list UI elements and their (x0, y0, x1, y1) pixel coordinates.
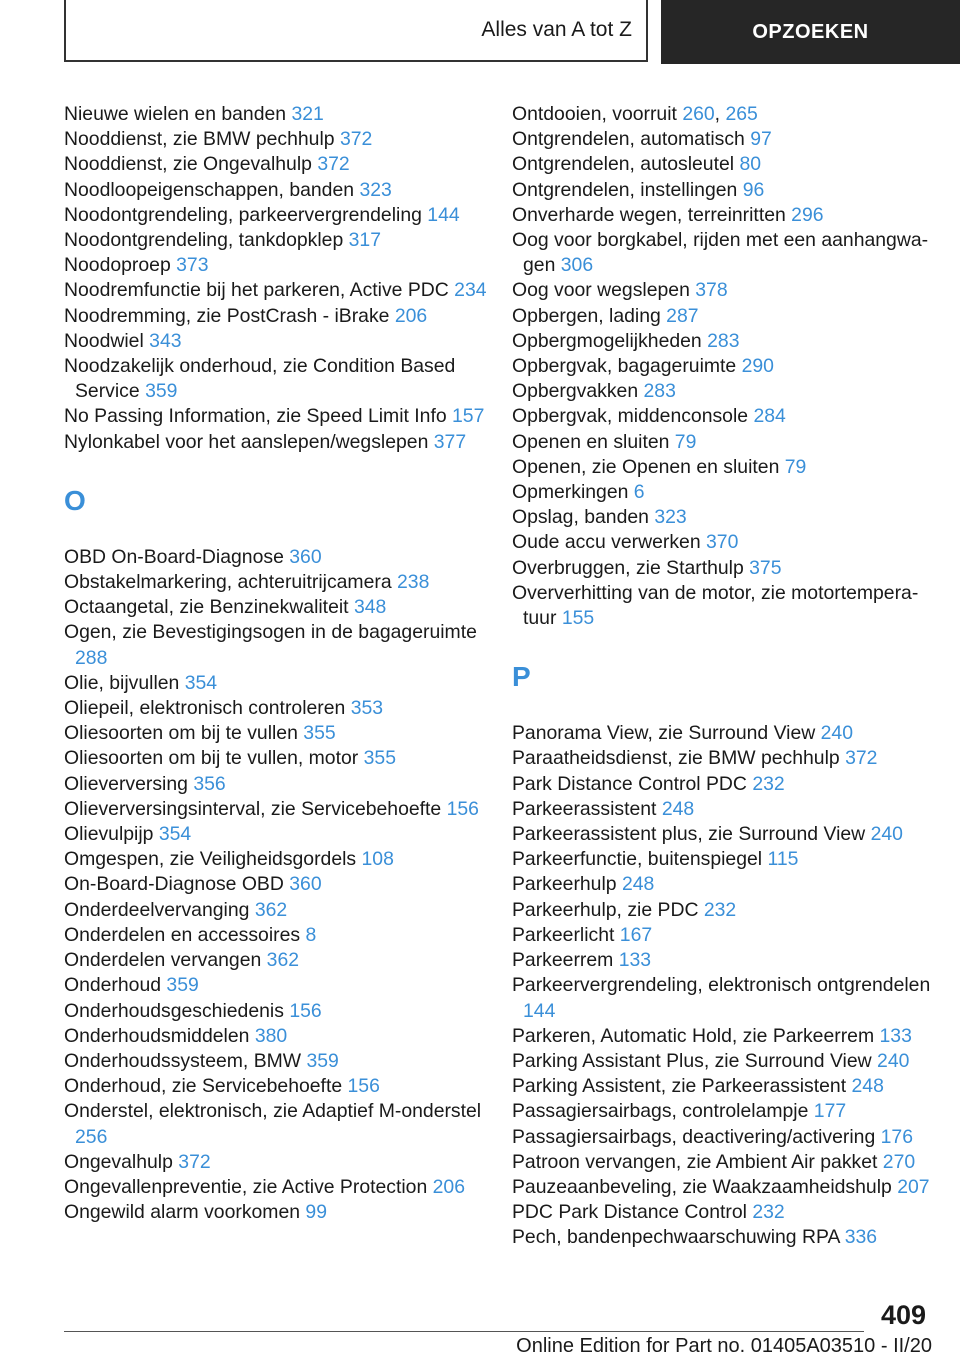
index-entry (64, 696, 494, 721)
index-entry-text: Opslag, banden (512, 506, 649, 529)
index-entry (512, 822, 932, 847)
page-link[interactable]: 240 (877, 1049, 910, 1072)
index-entry-text: No Passing Information, zie Speed Limit Info (64, 405, 447, 428)
index-entry-text: Oliesoorten om bij te vullen (64, 722, 298, 745)
page-link[interactable]: 144 (523, 999, 556, 1022)
opzoeken-label: OPZOEKEN (752, 20, 869, 43)
page-link[interactable]: 296 (791, 203, 824, 226)
page-link[interactable]: 99 (305, 1201, 327, 1224)
page-link[interactable]: 284 (753, 405, 786, 428)
index-entry (512, 304, 932, 329)
index-entry-text: Parkeerassistent plus, zie Surround View (512, 823, 866, 846)
index-entry-text: Oliepeil, elektronisch controleren (64, 697, 346, 720)
index-entry-text: Opbergen, lading (512, 304, 661, 327)
page-link[interactable]: 283 (643, 380, 676, 403)
page-link[interactable]: 354 (184, 671, 218, 694)
index-entry (64, 948, 494, 973)
index-entry-text: Park Distance Control PDC (512, 772, 747, 795)
index-entry (512, 1049, 932, 1074)
index-entry-text: Overbruggen, zie Starthulp (512, 556, 744, 579)
index-entry-text: Onderhoudsgeschiedenis (64, 999, 284, 1022)
index-entry-text: Noodzakelijk onderhoud, zie Condition Based Service (64, 355, 456, 403)
index-entry-text: Parkeren, Automatic Hold, zie Parkeerrem (512, 1024, 875, 1047)
index-entry (512, 430, 932, 455)
page-link[interactable]: 206 (432, 1175, 465, 1198)
index-entry-text: Onderhoudssysteem, BMW (64, 1049, 302, 1072)
index-entry (512, 973, 932, 1023)
index-entry (64, 671, 494, 696)
index-entry-text: Ongevalhulp (64, 1150, 173, 1173)
page-link[interactable]: 232 (703, 898, 737, 921)
index-entry (64, 1200, 494, 1225)
index-entry (512, 772, 932, 797)
index-entry (64, 203, 494, 228)
page-link[interactable]: 167 (619, 923, 653, 946)
index-entry (64, 872, 494, 897)
index-entry (512, 329, 932, 354)
index-entry-text: Patroon vervangen, zie Ambient Air pakket (512, 1150, 878, 1173)
index-entry (64, 746, 494, 771)
index-entry (512, 1175, 932, 1200)
index-entry-text: Onderhoud, zie Servicebehoefte (64, 1075, 343, 1098)
index-entry (512, 1200, 932, 1225)
index-entry-text: Ongewild alarm voorkomen (64, 1201, 301, 1224)
page-link[interactable]: 240 (820, 722, 853, 745)
page-link[interactable]: 133 (879, 1024, 912, 1047)
section-tab[interactable] (64, 0, 648, 62)
index-entry (64, 404, 494, 429)
page-link[interactable]: 270 (882, 1150, 916, 1173)
index-entry (512, 847, 932, 872)
index-entry-text: Noodwiel (64, 329, 144, 352)
page-link[interactable]: 359 (145, 380, 178, 403)
index-entry (64, 228, 494, 253)
index-entry (512, 228, 932, 278)
page-link[interactable]: 373 (176, 254, 209, 277)
index-entry-text: Onderhoud (64, 974, 162, 997)
index-entry (512, 455, 932, 480)
index-section-letter: O (64, 484, 86, 516)
page-link[interactable]: 317 (348, 229, 381, 252)
page-link[interactable]: 355 (303, 722, 336, 745)
page-link[interactable]: 144 (427, 203, 460, 226)
index-entry (64, 329, 494, 354)
index-entry-text: Olieverversingsinterval, zie Servicebehoefte (64, 797, 442, 820)
page-link[interactable]: 355 (363, 747, 396, 770)
page-link[interactable]: 260 (682, 103, 715, 125)
page-link[interactable]: 306 (560, 254, 594, 277)
index-entry (512, 721, 932, 746)
index-column-left (64, 102, 494, 1225)
index-entry (512, 178, 932, 203)
page-link[interactable]: 265 (725, 103, 758, 125)
index-entry (64, 1074, 494, 1099)
index-entry (512, 581, 932, 631)
page-link[interactable]: 156 (289, 999, 322, 1022)
footer-edition: Online Edition for Part no. 01405A03510 - II/20 (516, 1335, 932, 1357)
index-entry (64, 973, 494, 998)
page-link[interactable]: 133 (618, 949, 652, 972)
index-entry (512, 746, 932, 771)
page-link[interactable]: 238 (397, 571, 430, 594)
index-entry (64, 1175, 494, 1200)
page-link[interactable]: 288 (75, 646, 108, 669)
index-entry (64, 1024, 494, 1049)
index-entry (512, 1225, 932, 1250)
page-number: 409 (880, 1300, 926, 1330)
page-link[interactable]: 323 (359, 178, 392, 201)
index-entry (512, 278, 932, 303)
index-entry-text: Parkeerfunctie, buitenspiegel (512, 848, 763, 871)
index-entry-text: Opbergvak, middenconsole (512, 405, 749, 428)
page-link[interactable]: 248 (621, 873, 655, 896)
page-link[interactable]: 206 (394, 304, 428, 327)
index-entry (64, 772, 494, 797)
page-link[interactable]: 232 (752, 1201, 785, 1224)
index-entry-text: Ogen, zie Bevestigingsogen in de bagageruimte (64, 621, 477, 644)
index-entry-text: Parkeerhulp (512, 873, 617, 896)
index-entry (64, 102, 494, 127)
index-entry-text: Onderdelen vervangen (64, 949, 262, 972)
index-entry (512, 354, 932, 379)
index-entry (512, 898, 932, 923)
index-entry-text: Onderstel, elektronisch, zie Adaptief M-onderstel (64, 1100, 482, 1123)
index-entry-text: Opmerkingen (512, 481, 629, 504)
index-entry (64, 620, 494, 670)
index-entry (512, 872, 932, 897)
page-link[interactable]: 8 (305, 923, 317, 946)
index-entry (512, 797, 932, 822)
index-entry (64, 1150, 494, 1175)
page-link[interactable]: 372 (178, 1150, 211, 1173)
page-link[interactable]: 234 (454, 279, 487, 302)
index-entry-text: Parkeerhulp, zie PDC (512, 898, 699, 921)
index-entry (64, 1099, 494, 1149)
index-entry-text: Ontgrendelen, autosleutel (512, 153, 735, 176)
index-entry-text: Olieverversing (64, 772, 188, 795)
index-entry-text: Parkeerassistent (512, 797, 657, 820)
index-entry-text: Parking Assistant Plus, zie Surround View (512, 1049, 872, 1072)
index-entry-text: Noodontgrendeling, tankdopklep (64, 229, 344, 252)
page-link[interactable]: 248 (661, 797, 695, 820)
index-entry-text: Oververhitting van de motor, zie motortemperatuur (512, 581, 919, 630)
index-entry-text: Openen en sluiten (512, 430, 670, 453)
index-entry: Ontdooien, voorruit 260, 265 (512, 103, 758, 125)
index-entry (512, 203, 932, 228)
page-link[interactable]: 348 (353, 596, 387, 619)
page-link[interactable]: 80 (739, 153, 762, 176)
index-entry (512, 1125, 932, 1150)
index-entry (512, 1074, 932, 1099)
index-entry (512, 530, 932, 555)
index-entry-text: Nooddienst, zie BMW pechhulp (64, 128, 335, 151)
page-link[interactable]: 362 (266, 949, 300, 972)
page-link[interactable]: 356 (193, 772, 226, 795)
page-link[interactable]: 108 (361, 848, 394, 871)
index-entry-text: Parkeerrem (512, 949, 614, 972)
page-link[interactable]: 248 (851, 1075, 884, 1098)
index-entry (64, 595, 494, 620)
page-link[interactable]: 354 (158, 823, 192, 846)
index-entry (64, 797, 494, 822)
page-link[interactable]: 360 (289, 873, 322, 896)
page-link[interactable]: 359 (166, 974, 199, 997)
index-entry (512, 404, 932, 429)
index-entry (512, 1024, 932, 1049)
page-link[interactable]: 362 (254, 898, 288, 921)
index-entry-text: Olievulpijp (64, 823, 154, 846)
index-entry (512, 152, 932, 177)
index-entry (64, 999, 494, 1024)
section-label: Alles van A tot Z (481, 18, 632, 41)
index-entry (64, 178, 494, 203)
index-entry-text: PDC Park Distance Control (512, 1201, 747, 1224)
index-entry (512, 1150, 932, 1175)
index-entry-text: Ontgrendelen, instellingen (512, 178, 738, 201)
index-entry (512, 480, 932, 505)
index-entry (64, 430, 494, 455)
page-link[interactable]: 377 (433, 430, 467, 453)
page-link[interactable]: 256 (75, 1125, 108, 1148)
page-link[interactable]: 360 (289, 545, 322, 568)
index-entry-text: Nieuwe wielen en banden (64, 103, 287, 125)
index-entry-text: Pauzeaanbeveling, zie Waakzaamheidshulp (512, 1175, 892, 1198)
page-link[interactable]: 96 (742, 178, 765, 201)
index-entry-text: Ongevallenpreventie, zie Active Protection (64, 1175, 428, 1198)
index-entry-text: Noodremming, zie PostCrash - iBrake (64, 304, 390, 327)
index-entry-text: Opbergvak, bagageruimte (512, 355, 737, 378)
index-entry-text: Ontdooien, voorruit (512, 103, 677, 125)
index-entry-text: Parkeerlicht (512, 923, 615, 946)
index-entry (64, 545, 494, 570)
page-link[interactable]: 115 (767, 848, 799, 871)
page-link[interactable]: 372 (339, 128, 373, 151)
index-entry-text: On-Board-Diagnose OBD (64, 873, 284, 896)
index-entry-text: Omgespen, zie Veiligheidsgordels (64, 848, 357, 871)
page-link[interactable]: 359 (306, 1049, 339, 1072)
page-link[interactable]: 287 (666, 304, 699, 327)
page-link[interactable]: 155 (561, 607, 595, 630)
page-link[interactable]: 370 (706, 531, 739, 554)
page-link[interactable]: 375 (749, 556, 782, 579)
index-column-right (512, 102, 932, 1251)
index-entry (64, 721, 494, 746)
page-link[interactable]: 232 (752, 772, 785, 795)
index-entry-text: Noodoproep (64, 254, 171, 277)
index-entry (64, 1049, 494, 1074)
index-entry (64, 253, 494, 278)
index-entry-text: Parkeervergrendeling, elektronisch ontgrendelen (512, 974, 931, 997)
opzoeken-tab[interactable] (661, 0, 960, 64)
page-link[interactable]: 372 (317, 153, 350, 176)
index-entry-text: Openen, zie Openen en sluiten (512, 455, 780, 478)
index-entry-text: Onverharde wegen, terreinritten (512, 203, 786, 226)
footer-divider (64, 1331, 864, 1332)
page-link[interactable]: 79 (784, 455, 807, 478)
index-entry-text: OBD On-Board-Diagnose (64, 545, 284, 568)
index-entry (64, 570, 494, 595)
index-entry-text: Noodremfunctie bij het parkeren, Active PDC (64, 279, 449, 302)
index-entry (64, 127, 494, 152)
index-entry (512, 948, 932, 973)
index-entry-text: Olie, bijvullen (64, 671, 180, 694)
page-link[interactable]: 323 (654, 506, 687, 529)
index-entry (512, 505, 932, 530)
index-entry (512, 923, 932, 948)
index-entry (64, 923, 494, 948)
page-link[interactable]: 156 (446, 797, 479, 820)
index-entry-text: Parking Assistent, zie Parkeerassistent (512, 1075, 847, 1098)
page-link[interactable]: 283 (707, 329, 740, 352)
index-entry-text: Pech, bandenpechwaarschuwing RPA (512, 1226, 840, 1249)
index-entry-text: Oliesoorten om bij te vullen, motor (64, 747, 359, 770)
index-entry (64, 304, 494, 329)
page-link[interactable]: 177 (813, 1100, 847, 1123)
index-entry (512, 379, 932, 404)
index-entry-text: Octaangetal, zie Benzinekwaliteit (64, 596, 349, 619)
page-link[interactable]: 336 (844, 1226, 878, 1249)
index-entry-text: Opbergvakken (512, 380, 639, 403)
index-entry-text: Passagiersairbags, controlelampje (512, 1100, 809, 1123)
index-entry (64, 822, 494, 847)
page-link[interactable]: 97 (750, 128, 772, 151)
page-link[interactable]: 176 (880, 1125, 913, 1148)
index-entry (512, 127, 932, 152)
page-link[interactable]: 79 (674, 430, 697, 453)
page-link[interactable]: 207 (897, 1175, 930, 1198)
index-entry-text: Oog voor borgkabel, rijden met een aanhangwagen (512, 229, 929, 277)
index-entry-text: Onderdelen en accessoires (64, 923, 301, 946)
index-entry (512, 556, 932, 581)
index-entry-text: Noodontgrendeling, parkeervergrendeling (64, 203, 422, 226)
page-header (0, 0, 960, 66)
page-link[interactable]: 6 (633, 481, 645, 504)
page-link[interactable]: 157 (452, 405, 485, 428)
index-entry (512, 1099, 932, 1124)
page-link[interactable]: 353 (350, 697, 384, 720)
index-entry-text: Noodloopeigenschappen, banden (64, 178, 355, 201)
index-entry-text: Onderhoudsmiddelen (64, 1024, 250, 1047)
index-entry-text: Paraatheidsdienst, zie BMW pechhulp (512, 747, 840, 770)
index-entry-text: Obstakelmarkering, achteruitrijcamera (64, 571, 392, 594)
page-link[interactable]: 156 (347, 1075, 380, 1098)
index-entry-text: Passagiersairbags, deactivering/activering (512, 1125, 876, 1148)
page-link[interactable]: 380 (254, 1024, 288, 1047)
index-entry (64, 847, 494, 872)
index-entry (64, 278, 494, 303)
index-entry-text: Onderdeelvervanging (64, 898, 250, 921)
index-entry-text: Oog voor wegslepen (512, 279, 690, 302)
page-link[interactable]: 343 (149, 329, 182, 352)
page-link[interactable]: 372 (845, 747, 878, 770)
index-section-letter: P (512, 661, 531, 693)
index-entry (64, 898, 494, 923)
index-entry-text: Oude accu verwerken (512, 531, 701, 554)
index-entry-text: Panorama View, zie Surround View (512, 722, 816, 745)
index-entry-text: Opbergmogelijkheden (512, 329, 702, 352)
index-entry (64, 354, 494, 404)
index-entry-text: Nylonkabel voor het aanslepen/wegslepen (64, 430, 429, 453)
page-link[interactable]: 321 (291, 103, 324, 125)
index-entry-text: Ontgrendelen, automatisch (512, 128, 745, 151)
index-entry (64, 152, 494, 177)
page-link[interactable]: 290 (741, 355, 774, 378)
index-entry-text: Nooddienst, zie Ongevalhulp (64, 153, 312, 176)
page-link[interactable]: 240 (870, 823, 903, 846)
page-link[interactable]: 378 (695, 279, 728, 302)
